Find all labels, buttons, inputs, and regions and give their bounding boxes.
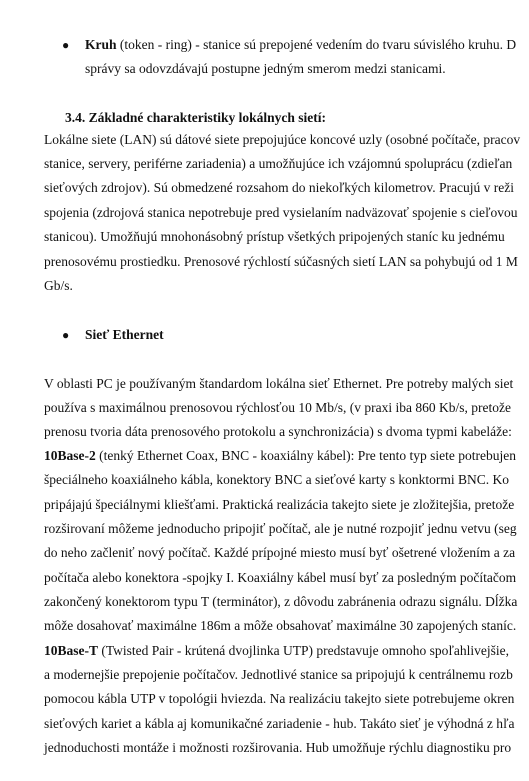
paragraph-line: prenosu tvoria dáta prenosového protokolu a synchronizácia) s dvoma typmi kabeláže:: [44, 424, 512, 439]
paragraph-line: V oblasti PC je používaným štandardom lokálna sieť Ethernet. Pre potreby malých siet: [44, 376, 514, 391]
baset-term: 10Base-T: [44, 643, 98, 658]
paragraph-line: sieťových kariet a kábla aj komunikačné zariadenie - hub. Takáto sieť je výhodná z hľa: [44, 716, 515, 731]
paragraph-line: prenosovému prostiedku. Prenosové rýchlostí súčasných sietí LAN sa pohybujú od 1 M: [44, 254, 518, 269]
paragraph-line: môže dosahovať maximálne 186m a môže obsahovať maximálne 30 zapojených staníc.: [44, 618, 517, 633]
paragraph-line: pomocou kábla UTP v topológii hviezda. Na realizáciu takejto siete potrebujeme okren: [44, 691, 515, 706]
bullet-kruh-term: Kruh: [85, 37, 117, 52]
baset-first-line: 10Base-T (Twisted Pair - krútená dvojlinka UTP) predstavuje omnoho spoľahlivejšie,: [44, 643, 509, 658]
paragraph-line: a modernejšie prepojenie počítačov. Jednotlivé stanice sa pripojujú k centrálnemu rozb: [44, 667, 513, 682]
bullet-marker: ●: [62, 328, 70, 342]
paragraph-line: zakončený konektorom typu T (terminátor), z dôvodu zabránenia odrazu signálu. Dĺžka: [44, 594, 518, 609]
paragraph-line: stanicou). Umožňujú mnohonásobný prístup všetkých pripojených staníc ku jednému: [44, 229, 505, 244]
base2-term: 10Base-2: [44, 448, 96, 463]
paragraph-line: počítača alebo konektora -spojky I. Koaxiálny kábel musí byť za posledným počítačom: [44, 570, 517, 585]
paragraph-line: Gb/s.: [44, 278, 73, 293]
base2-first-line: 10Base-2 (tenký Ethernet Coax, BNC - koaxiálny kábel): Pre tento typ siete potrebujen: [44, 448, 517, 463]
paragraph-line: stanice, servery, periférne zariadenia) a umožňujúce ich vzájomnú spoluprácu (zdieľan: [44, 156, 513, 171]
bullet-marker: ●: [62, 38, 70, 52]
paragraph-line: rozširovaní môžeme jednoducho pripojiť počítač, ale je nutné rozpojiť jednu vetvu (seg: [44, 521, 517, 536]
paragraph-line: spojenia (zdrojová stanica nepotrebuje pred vysielaním nadväzovať spojenie s cieľovou: [44, 205, 518, 220]
paragraph-line: pripájajú špeciálnymi kliešťami. Praktická realizácia takejto siete je zložitejšia, pretože: [44, 497, 515, 512]
section-heading: 3.4. Základné charakteristiky lokálnych sietí:: [65, 110, 327, 125]
ethernet-heading: Sieť Ethernet: [85, 327, 164, 342]
paragraph-line: používa s maximálnou prenosovou rýchlosťou 10 Mb/s, (v praxi iba 860 Kb/s, pretože: [44, 400, 511, 415]
paragraph-line: špeciálneho koaxiálneho kábla, konektory BNC a sieťové karty s konktormi BNC. Ko: [44, 472, 510, 487]
paragraph-line: Lokálne siete (LAN) sú dátové siete prepojujúce koncové uzly (osobné počítače, pracov: [44, 132, 521, 147]
paragraph-line: jednoduchosti montáže i možnosti rozširovania. Hub umožňuje rýchlu diagnostiku pro: [44, 740, 512, 755]
bullet-kruh-line-1: Kruh (token - ring) - stanice sú prepojené vedením do tvaru súvislého kruhu. D: [85, 37, 517, 52]
bullet-kruh-line-2: správy sa odovzdávajú postupne jedným smerom medzi stanicami.: [85, 61, 446, 76]
paragraph-line: do neho začleniť nový počítač. Každé prípojné miesto musí byť ošetrené vložením a za: [44, 545, 516, 560]
paragraph-line: sieťových zdrojov). Sú obmedzené rozsahom do niekoľkých kilometrov. Pracujú v reži: [44, 180, 515, 195]
